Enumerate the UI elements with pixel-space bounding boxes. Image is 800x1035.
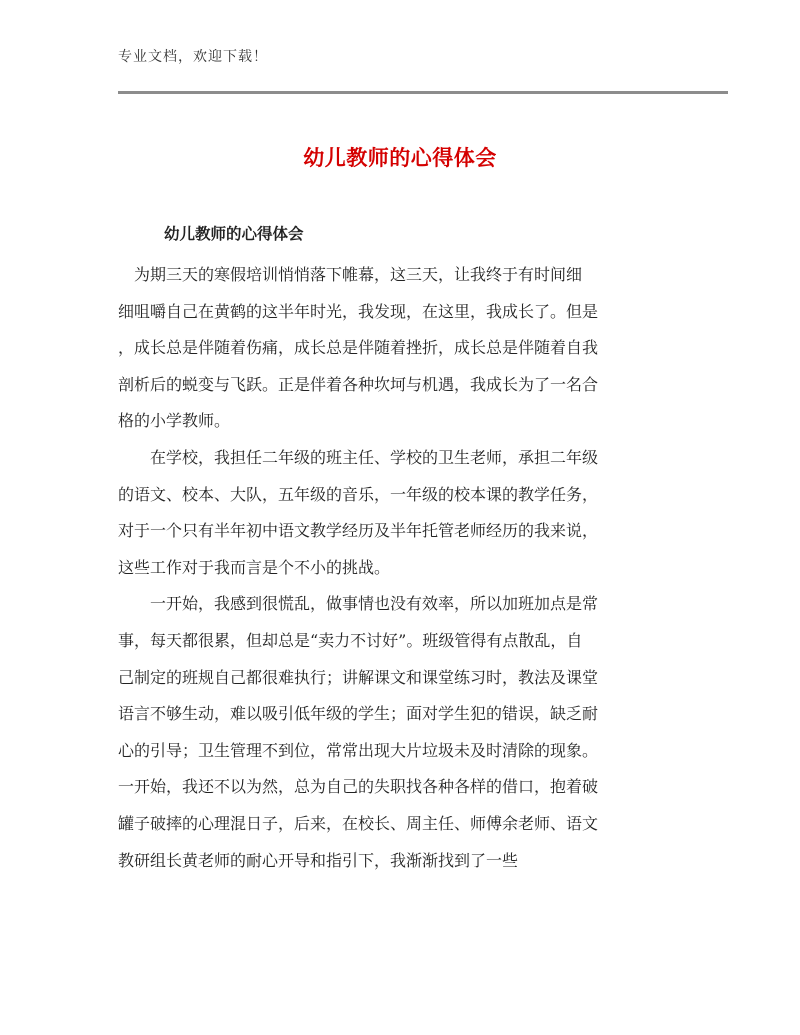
body-line: 一开始，我还不以为然，总为自己的失职找各种各样的借口，抱着破 <box>118 777 599 797</box>
body-line: 剖析后的蜕变与飞跃。正是伴着各种坎坷与机遇，我成长为了一名合 <box>118 374 599 394</box>
body-line: 一开始，我感到很慌乱，做事情也没有效率，所以加班加点是常 <box>118 594 599 614</box>
body-line: 格的小学教师。 <box>118 411 231 431</box>
document-body <box>118 257 680 879</box>
body-line: 这些工作对于我而言是个不小的挑战。 <box>118 557 391 577</box>
body-line: 事，每天都很累，但却总是“卖力不讨好”。班级管得有点散乱，自 <box>118 630 583 650</box>
document-title: 幼儿教师的心得体会 <box>303 146 497 170</box>
header-divider <box>118 91 728 94</box>
body-line: ，成长总是伴随着伤痛，成长总是伴随着挫折，成长总是伴随着自我 <box>118 338 599 358</box>
body-line: 己制定的班规自己都很难执行；讲解课文和课堂练习时，教法及课堂 <box>118 667 599 687</box>
body-line: 教研组长黄老师的耐心开导和指引下，我渐渐找到了一些 <box>118 850 519 870</box>
body-line: 罐子破摔的心理混日子，后来，在校长、周主任、师傅余老师、语文 <box>118 813 599 833</box>
body-line: 在学校，我担任二年级的班主任、学校的卫生老师，承担二年级 <box>118 447 599 467</box>
document-subtitle: 幼儿教师的心得体会 <box>164 225 304 243</box>
body-line: 语言不够生动，难以吸引低年级的学生；面对学生犯的错误，缺乏耐 <box>118 704 599 724</box>
page-header-text: 专业文档，欢迎下载！ <box>118 49 268 65</box>
body-line: 为期三天的寒假培训悄悄落下帷幕，这三天，让我终于有时间细 <box>118 265 583 284</box>
body-line: 心的引导；卫生管理不到位，常常出现大片垃圾未及时清除的现象。 <box>118 740 599 760</box>
body-line: 对于一个只有半年初中语文教学经历及半年托管老师经历的我来说， <box>118 521 599 541</box>
body-line: 的语文、校本、大队，五年级的音乐，一年级的校本课的教学任务， <box>118 484 599 504</box>
body-line: 细咀嚼自己在黄鹤的这半年时光，我发现，在这里，我成长了。但是 <box>118 301 599 321</box>
